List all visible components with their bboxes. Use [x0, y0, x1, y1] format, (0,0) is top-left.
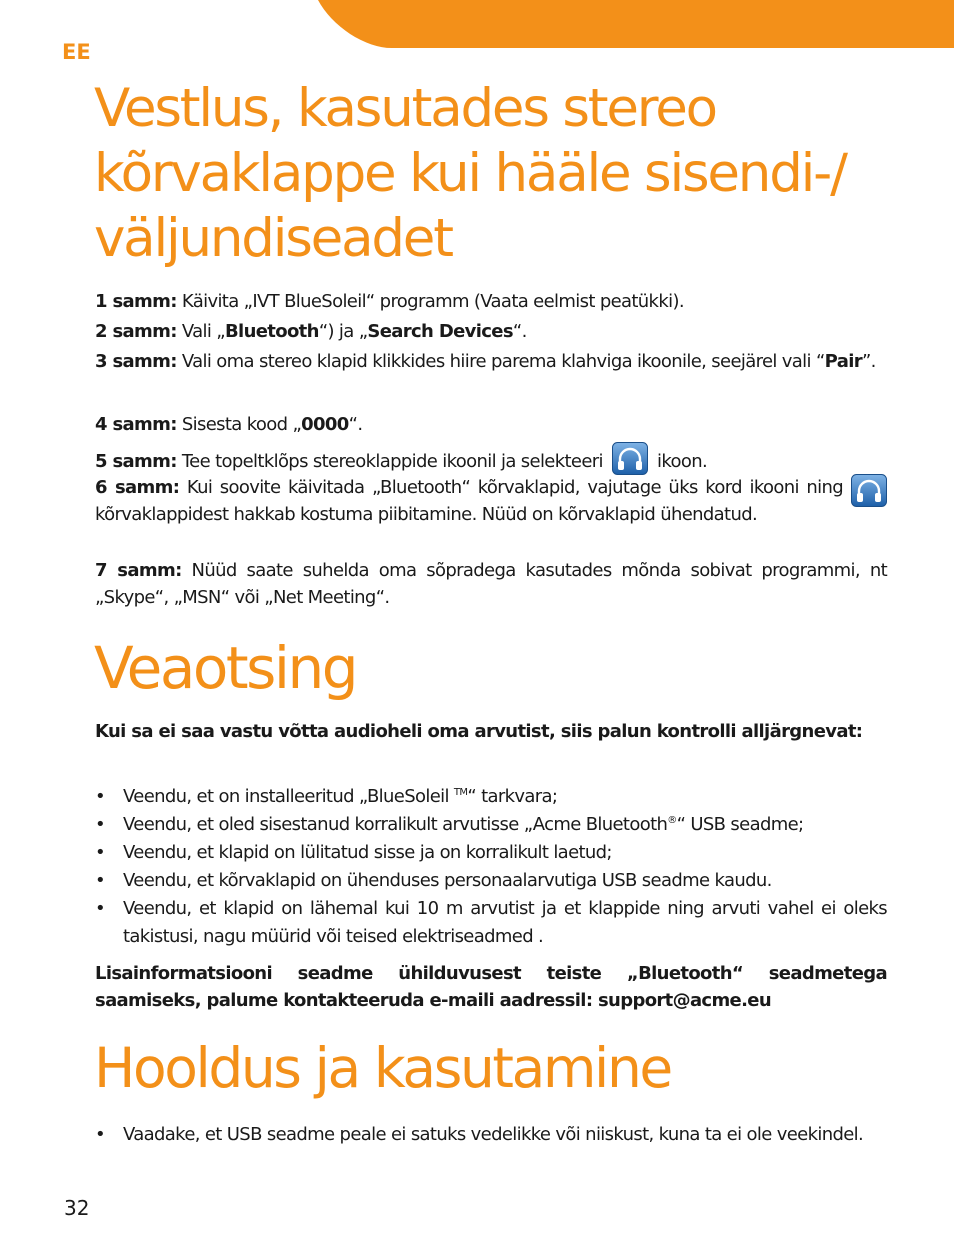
step-label: 4 samm:: [95, 414, 177, 435]
list-item: • Veendu, et klapid on lähemal kui 10 m arvutist ja et klappide ning arvuti vahel ei oleks takistusi, nagu müürid või teised elektriseadmed .: [95, 895, 887, 951]
list-item: • Veendu, et kõrvaklapid on ühenduses personaalarvutiga USB seadme kaudu.: [95, 867, 887, 895]
step-label: 1 samm:: [95, 291, 177, 312]
step-label: 5 samm:: [95, 451, 177, 472]
header-accent-tab: [318, 0, 954, 48]
support-note: Lisainformatsiooni seadme ühilduvusest teiste „Bluetooth“ seadmetega saamiseks, palume kontakteeruda e-maili aadressil: support@acme.eu: [95, 963, 887, 1011]
section-title-connect: Vestlus, kasutades stereo kõrvaklappe kui hääle sisendi-/ väljundiseadet: [94, 78, 846, 269]
list-item: • Veendu, et on installeeritud „BlueSoleil ™“ tarkvara;: [95, 783, 887, 811]
bullet-dot: •: [95, 842, 105, 863]
list-item: • Vaadake, et USB seadme peale ei satuks vedelikke või niiskust, kuna ta ei ole veekindel.: [95, 1121, 887, 1149]
headphones-icon: [612, 442, 648, 475]
step-5: 5 samm: Tee topeltklõps stereoklappide ikoonil ja selekteeri ikoon.: [95, 442, 887, 475]
section-title-troubleshooting: Veaotsing: [94, 634, 357, 702]
list-item: • Veendu, et klapid on lülitatud sisse ja on korralikult laetud;: [95, 839, 887, 867]
troubleshooting-list: [95, 783, 887, 951]
step-4: 4 samm: Sisesta kood „0000“.: [95, 414, 363, 435]
bullet-dot: •: [95, 814, 105, 835]
step-label: 7 samm:: [95, 560, 182, 581]
bullet-dot: •: [95, 1124, 105, 1145]
step-label: 2 samm:: [95, 321, 177, 342]
page-number: 32: [64, 1196, 90, 1220]
list-item: • Veendu, et oled sisestanud korralikult arvutisse „Acme Bluetooth®“ USB seadme;: [95, 811, 887, 839]
step-3: 3 samm: Vali oma stereo klapid klikkides hiire parema klahviga ikoonile, seejärel vali “Pair”.: [95, 351, 876, 372]
bullet-dot: •: [95, 898, 105, 919]
care-list: [95, 1121, 887, 1149]
bullet-dot: •: [95, 870, 105, 891]
language-code: EE: [62, 40, 91, 64]
step-6: 6 samm: Kui soovite käivitada „Bluetooth“ kõrvaklapid, vajutage üks kord ikooni ning kõrvaklappidest hakkab kostuma piibitamine. Nüüd on kõrvaklapid ühendatud.: [95, 474, 887, 528]
step-label: 6 samm:: [95, 477, 180, 498]
step-7: 7 samm: Nüüd saate suhelda oma sõpradega kasutades mõnda sobivat programmi, nt „Skype“, „MSN“ või „Net Meeting“.: [95, 560, 888, 608]
section-title-care: Hooldus ja kasutamine: [94, 1036, 671, 1100]
step-2: 2 samm: Vali „Bluetooth“) ja „Search Devices“.: [95, 321, 527, 342]
headphones-icon: [851, 474, 887, 507]
step-label: 3 samm:: [95, 351, 177, 372]
bullet-dot: •: [95, 786, 105, 807]
troubleshooting-intro: Kui sa ei saa vastu võtta audioheli oma arvutist, siis palun kontrolli alljärgnevat:: [95, 721, 863, 742]
step-1: 1 samm: Käivita „IVT BlueSoleil“ programm (Vaata eelmist peatükki).: [95, 291, 684, 312]
